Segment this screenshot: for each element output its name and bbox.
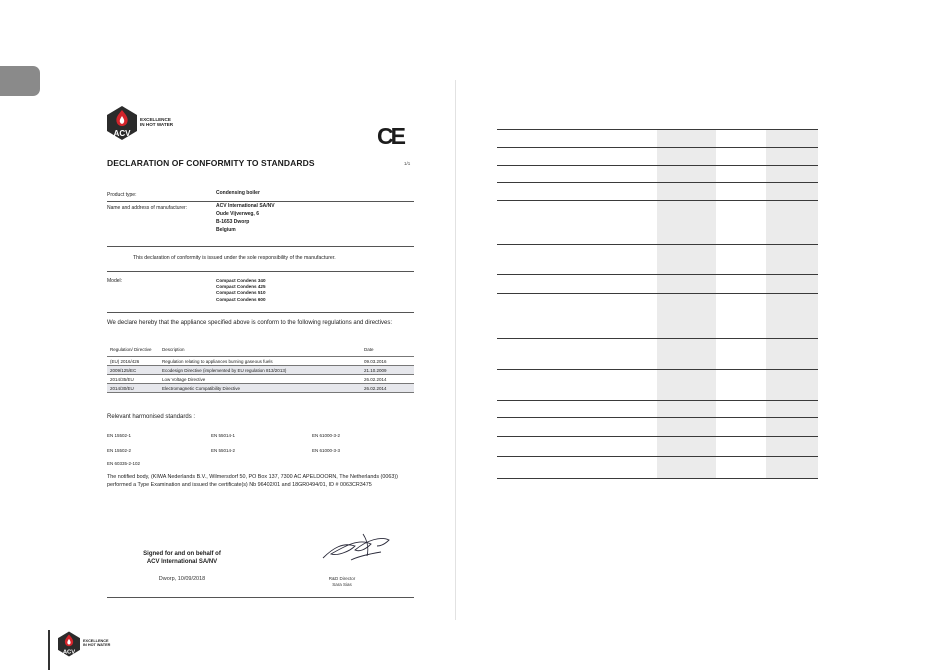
certificate-title: DECLARATION OF CONFORMITY TO STANDARDS	[107, 158, 315, 168]
tagline-line: IN HOT WATER	[83, 642, 111, 647]
table-row-line	[497, 129, 818, 130]
table-row-line	[497, 478, 818, 479]
declaration-certificate	[107, 106, 415, 598]
signatory-name: Sara Sias	[332, 582, 352, 587]
address-line: Belgium	[216, 227, 236, 233]
directive-date: 09.03.2016	[361, 357, 414, 366]
standard-item: EN 61000-3-2	[312, 433, 341, 438]
declaration-statement: We declare hereby that the appliance specified above is conform to the following regulations and directives:	[107, 320, 393, 326]
model-item: Compact Condens 600	[216, 296, 266, 302]
signed-for-line: Signed for and on behalf of	[143, 551, 221, 557]
directive-code: 2014/30/EU	[107, 384, 159, 393]
standard-item: EN 60335-2-102	[107, 461, 141, 466]
section-tab	[0, 66, 40, 96]
standards-heading: Relevant harmonised standards :	[107, 414, 196, 420]
tagline-line: EXCELLENCE	[83, 639, 109, 643]
tagline-line: EXCELLENCE	[140, 117, 171, 122]
model-list	[216, 278, 266, 303]
directive-code: 2014/35/EU	[107, 375, 159, 384]
signed-for	[127, 550, 237, 566]
footer-logo-tagline	[83, 639, 110, 647]
table-header	[107, 342, 414, 357]
table-row-line	[497, 147, 818, 148]
model-item: Compact Condens 425	[216, 284, 266, 290]
acv-logo-text: ACV	[113, 129, 131, 138]
column-header: Date	[364, 346, 374, 352]
footer-bar	[48, 630, 50, 670]
table-row-line	[497, 165, 818, 166]
rule	[107, 246, 414, 247]
acv-shield-icon	[58, 631, 80, 657]
table-row-line	[497, 369, 818, 370]
table-row	[107, 384, 414, 393]
manufacturer-address	[216, 202, 275, 234]
table-row-line	[497, 182, 818, 183]
directive-description: Ecodesign Directive (implemented by EU regulation 813/2013)	[159, 366, 361, 375]
table-row-line	[497, 338, 818, 339]
handwritten-signature	[315, 526, 405, 566]
standard-item: EN 55014-1	[211, 433, 236, 438]
table-row-line	[497, 274, 818, 275]
signatory	[312, 576, 372, 588]
standard-item: EN 15502-2	[107, 448, 132, 453]
model-item: Compact Condens 510	[216, 290, 266, 296]
directive-date: 26.02.2014	[361, 384, 414, 393]
rule	[107, 271, 414, 272]
rule	[107, 312, 414, 313]
directive-description: Low Voltage Directive	[159, 375, 361, 384]
column-divider	[455, 80, 456, 620]
acv-shield-icon	[107, 106, 137, 140]
table-row	[107, 375, 414, 384]
manufacturer-label: Name and address of manufacturer:	[107, 205, 188, 211]
table-row-line	[497, 200, 818, 201]
logo-tagline	[140, 118, 173, 128]
product-type-label: Product type:	[107, 192, 137, 198]
directives-table	[107, 342, 414, 393]
acv-logo	[107, 106, 173, 140]
directive-code: (EU) 2016/426	[107, 357, 159, 366]
model-label: Model:	[107, 278, 123, 284]
model-item: Compact Condens 340	[216, 278, 266, 283]
signatory-title: R&D Director	[328, 576, 356, 581]
table-row	[107, 357, 414, 366]
page-number: 1/1	[404, 161, 411, 166]
table-row-line	[497, 417, 818, 418]
column-header: Description	[162, 346, 185, 352]
notified-body-statement: The notified body, (KIWA Nederlands B.V., Wilmersdorf 50, PO Box 137, 7300 AC APELDOORN, The Netherlands (0063)) performed a Type Examination and issued the certificate(s) Nb 96402/01 and 18GR0494/01, ID # 0063CR3475	[107, 474, 398, 488]
directive-description: Regulation relating to appliances burning gaseous fuels	[159, 357, 361, 366]
rule	[107, 597, 414, 598]
responsibility-statement: This declaration of conformity is issued under the sole responsibility of the manufacturer.	[133, 255, 336, 261]
table-row-line	[497, 456, 818, 457]
signed-for-line: ACV International SA/NV	[146, 559, 218, 565]
product-type-value: Condensing boiler	[216, 190, 260, 196]
directive-code: 2009/125/EC	[107, 366, 159, 375]
standard-item: EN 61000-3-3	[312, 448, 341, 453]
table-row	[107, 366, 414, 375]
directive-date: 26.02.2014	[361, 375, 414, 384]
place-and-date: Dworp, 10/09/2018	[158, 576, 206, 582]
footer-logo-text: ACV	[62, 649, 76, 656]
address-line: Oude Vijverweg, 6	[216, 211, 259, 217]
address-line: ACV International SA/NV	[216, 203, 275, 209]
data-table	[497, 129, 818, 479]
column-header: Regulation/ Directive	[110, 346, 152, 352]
table-row-line	[497, 244, 818, 245]
directive-date: 21.10.2009	[361, 366, 414, 375]
standard-item: EN 15502-1	[107, 433, 132, 438]
directive-description: Electromagnetic Compatibility Directive	[159, 384, 361, 393]
footer-acv-logo	[58, 631, 110, 657]
table-row-line	[497, 400, 818, 401]
ce-mark: CE	[377, 123, 403, 149]
table-row-line	[497, 436, 818, 437]
tagline-line: IN HOT WATER	[140, 121, 174, 127]
address-line: B-1653 Dworp	[216, 219, 250, 225]
table-row-line	[497, 293, 818, 294]
standard-item: EN 55014-2	[211, 448, 236, 453]
